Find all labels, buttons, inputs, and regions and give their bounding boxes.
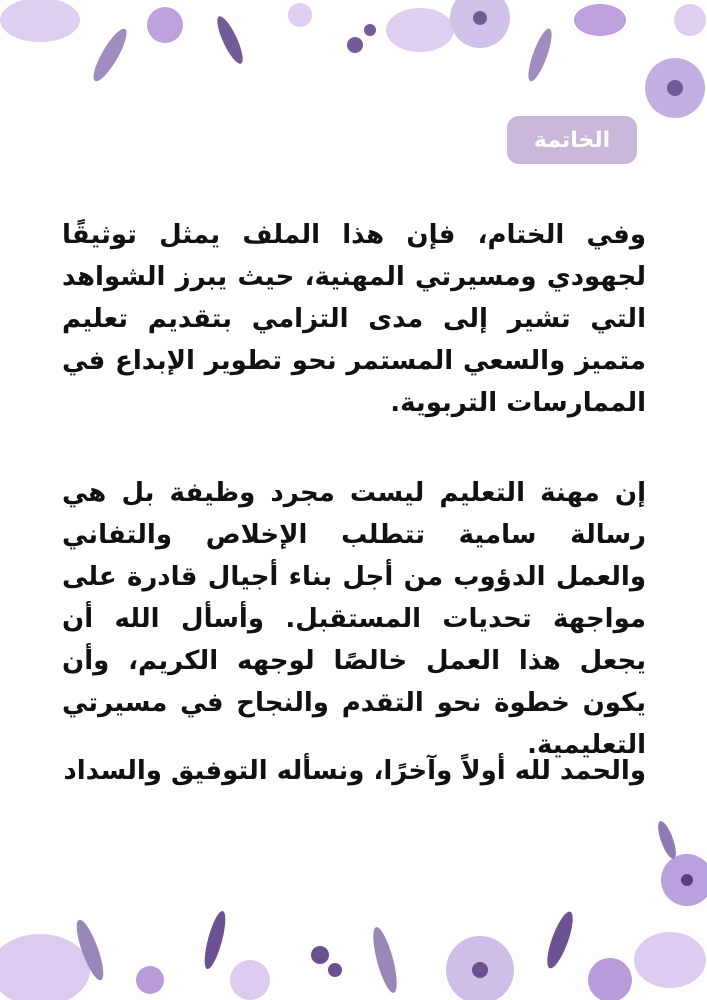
leaf-icon bbox=[88, 25, 132, 85]
flower-icon bbox=[574, 4, 626, 36]
conclusion-paragraph-1: وفي الختام، فإن هذا الملف يمثل توثيقًا لجهودي ومسيرتي المهنية، حيث يبرز الشواهد التي تشير إلى مدى التزامي بتقديم تعليم متميز والسعي المستمر نحو تطوير الإبداع في الممارسات التربوية. bbox=[62, 220, 646, 418]
closing-line: والحمد لله أولاً وآخرًا، ونسأله التوفيق والسداد bbox=[63, 756, 646, 786]
flower-icon bbox=[674, 4, 706, 36]
flower-icon bbox=[0, 934, 90, 1000]
floral-border-bottom bbox=[0, 830, 707, 1000]
flower-icon bbox=[386, 8, 454, 52]
floral-accent-right bbox=[647, 820, 707, 940]
berry-icon bbox=[311, 946, 329, 964]
flower-icon bbox=[147, 7, 183, 43]
berry-icon bbox=[328, 963, 342, 977]
flower-icon bbox=[588, 958, 632, 1000]
flower-icon bbox=[0, 0, 80, 42]
conclusion-paragraph-2: إن مهنة التعليم ليست مجرد وظيفة بل هي رسالة سامية تتطلب الإخلاص والتفاني والعمل الدؤوب من أجل بناء أجيال قادرة على مواجهة تحديات المستقبل. وأسأل الله أن يجعل هذا العمل خالصًا لوجهه الكريم، وأن يكون خطوة نحو التقدم والنجاح في مسيرتي التعليمية. bbox=[62, 478, 646, 760]
leaf-icon bbox=[213, 13, 248, 66]
flower-icon bbox=[446, 936, 514, 1000]
leaf-icon bbox=[542, 909, 578, 971]
flower-icon bbox=[634, 932, 706, 988]
berry-icon bbox=[347, 37, 363, 53]
flower-icon bbox=[136, 966, 164, 994]
leaf-icon bbox=[72, 917, 109, 983]
flower-icon bbox=[450, 0, 510, 48]
flower-icon bbox=[645, 58, 705, 118]
leaf-icon bbox=[200, 909, 229, 971]
leaf-icon bbox=[524, 26, 556, 83]
conclusion-title-badge: الخاتمة bbox=[507, 116, 637, 164]
flower-icon bbox=[230, 960, 270, 1000]
flower-icon bbox=[288, 3, 312, 27]
berry-icon bbox=[364, 24, 376, 36]
leaf-icon bbox=[368, 925, 401, 995]
